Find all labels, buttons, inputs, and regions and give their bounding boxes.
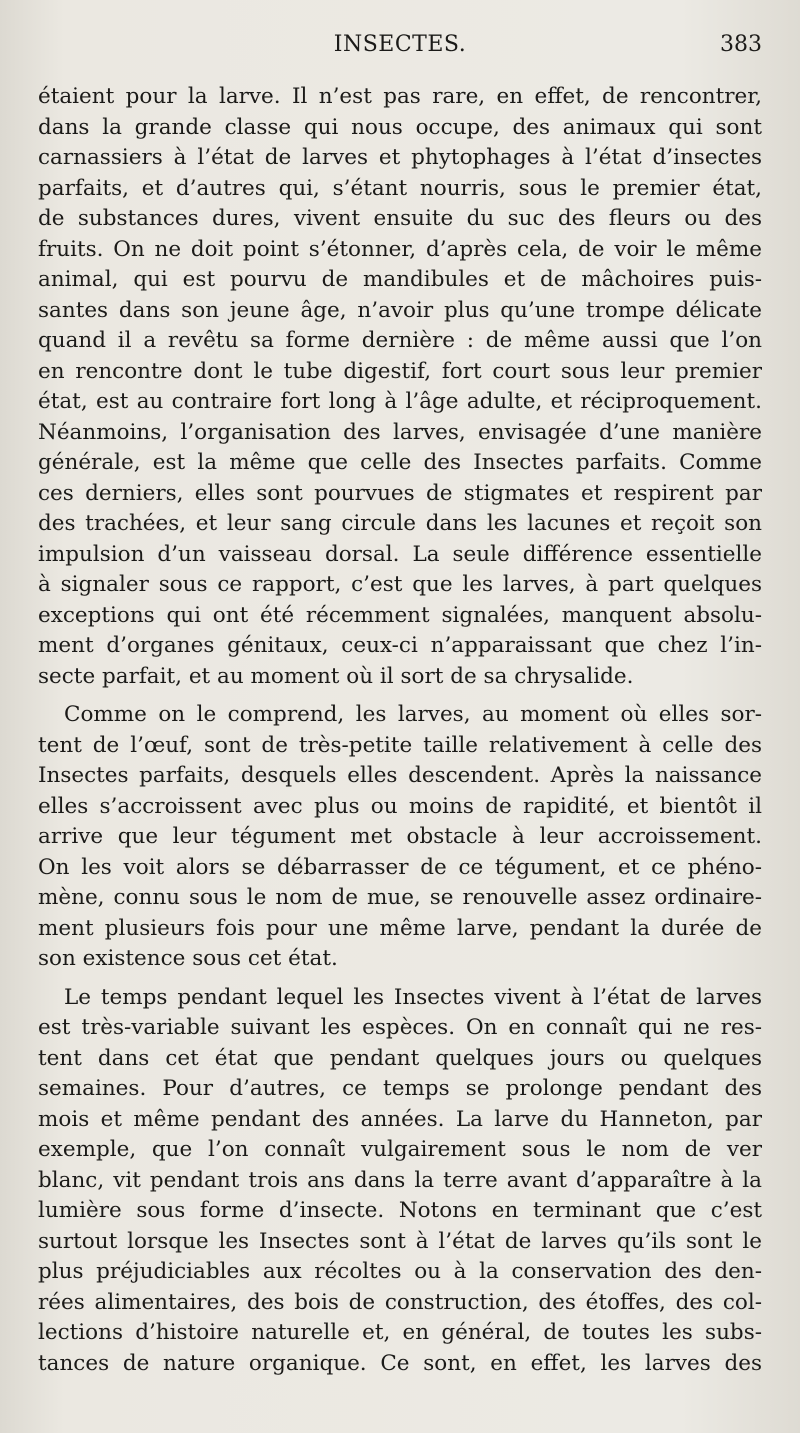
text-line: plus préjudiciables aux récoltes ou à la conservation des den- xyxy=(38,1259,762,1284)
text-line: Le temps pendant lequel les Insectes vivent à l’état de larves xyxy=(64,984,762,1010)
text-line: On les voit alors se débarrasser de ce tégument, et ce phéno- xyxy=(38,854,762,880)
text-line: exceptions qui ont été récemment signalées, manquent absolu- xyxy=(38,602,762,628)
text-line: impulsion d’un vaisseau dorsal. La seule différence essentielle xyxy=(38,541,762,567)
text-line: générale, est la même que celle des Insectes parfaits. Comme xyxy=(38,450,762,475)
text-line: étaient pour la larve. Il n’est pas rare, en effet, de rencontrer, xyxy=(38,84,762,109)
text-line: Néanmoins, l’organisation des larves, envisagée d’une manière xyxy=(38,419,762,445)
page-number: 383 xyxy=(720,32,762,57)
text-line: Insectes parfaits, desquels elles descendent. Après la naissance xyxy=(38,763,762,788)
paragraph-1 xyxy=(38,82,762,692)
text-line: quand il a revêtu sa forme dernière : de même aussi que l’on xyxy=(38,328,762,353)
text-line: santes dans son jeune âge, n’avoir plus qu’une trompe délicate xyxy=(38,297,762,323)
body-text xyxy=(38,82,762,1387)
text-line: tent dans cet état que pendant quelques jours ou quelques xyxy=(38,1045,762,1071)
text-line: arrive que leur tégument met obstacle à leur accroissement. xyxy=(38,824,762,849)
text-line: ment d’organes génitaux, ceux-ci n’apparaissant que chez l’in- xyxy=(38,633,762,658)
text-line: surtout lorsque les Insectes sont à l’état de larves qu’ils sont le xyxy=(38,1228,762,1254)
text-line: est très-variable suivant les espèces. On en connaît qui ne res- xyxy=(38,1015,762,1040)
paragraph-3 xyxy=(38,983,762,1380)
text-line: dans la grande classe qui nous occupe, des animaux qui sont xyxy=(38,114,762,140)
paragraph-2 xyxy=(38,700,762,975)
text-line: elles s’accroissent avec plus ou moins de rapidité, et bientôt il xyxy=(38,793,762,819)
text-line: ment plusieurs fois pour une même larve, pendant la durée de xyxy=(38,915,762,941)
text-line: en rencontre dont le tube digestif, fort court sous leur premier xyxy=(38,358,762,384)
text-line: parfaits, et d’autres qui, s’étant nourris, sous le premier état, xyxy=(38,175,762,201)
text-line: état, est au contraire fort long à l’âge adulte, et réciproquement. xyxy=(38,389,762,414)
text-line: semaines. Pour d’autres, ce temps se prolonge pendant des xyxy=(38,1076,762,1101)
text-line: mois et même pendant des années. La larve du Hanneton, par xyxy=(38,1106,762,1132)
page-header xyxy=(38,30,762,66)
text-line: à signaler sous ce rapport, c’est que les larves, à part quelques xyxy=(38,572,762,597)
text-line: lections d’histoire naturelle et, en général, de toutes les subs- xyxy=(38,1320,762,1345)
text-line: exemple, que l’on connaît vulgairement sous le nom de ver xyxy=(38,1137,762,1162)
text-line: blanc, vit pendant trois ans dans la terre avant d’apparaître à la xyxy=(38,1167,762,1193)
text-line: tent de l’œuf, sont de très-petite taille relativement à celle des xyxy=(38,732,762,758)
text-line: des trachées, et leur sang circule dans les lacunes et reçoit son xyxy=(38,511,762,536)
text-line: fruits. On ne doit point s’étonner, d’après cela, de voir le même xyxy=(38,236,762,262)
text-line: ces derniers, elles sont pourvues de stigmates et respirent par xyxy=(38,480,762,506)
text-line: lumière sous forme d’insecte. Notons en terminant que c’est xyxy=(38,1198,762,1223)
text-line: tances de nature organique. Ce sont, en effet, les larves des xyxy=(38,1350,762,1376)
text-line: animal, qui est pourvu de mandibules et de mâchoires puis- xyxy=(38,267,762,292)
text-line: de substances dures, vivent ensuite du suc des fleurs ou des xyxy=(38,206,762,231)
text-line: son existence sous cet état. xyxy=(38,946,338,971)
running-title: INSECTES. xyxy=(333,32,467,57)
text-line: Comme on le comprend, les larves, au moment où elles sor- xyxy=(64,702,762,727)
text-line: carnassiers à l’état de larves et phytophages à l’état d’insectes xyxy=(38,145,762,170)
text-line: mène, connu sous le nom de mue, se renouvelle assez ordinaire- xyxy=(38,885,762,910)
text-line: rées alimentaires, des bois de construction, des étoffes, des col- xyxy=(38,1289,762,1315)
text-line: secte parfait, et au moment où il sort de sa chrysalide. xyxy=(38,663,634,689)
